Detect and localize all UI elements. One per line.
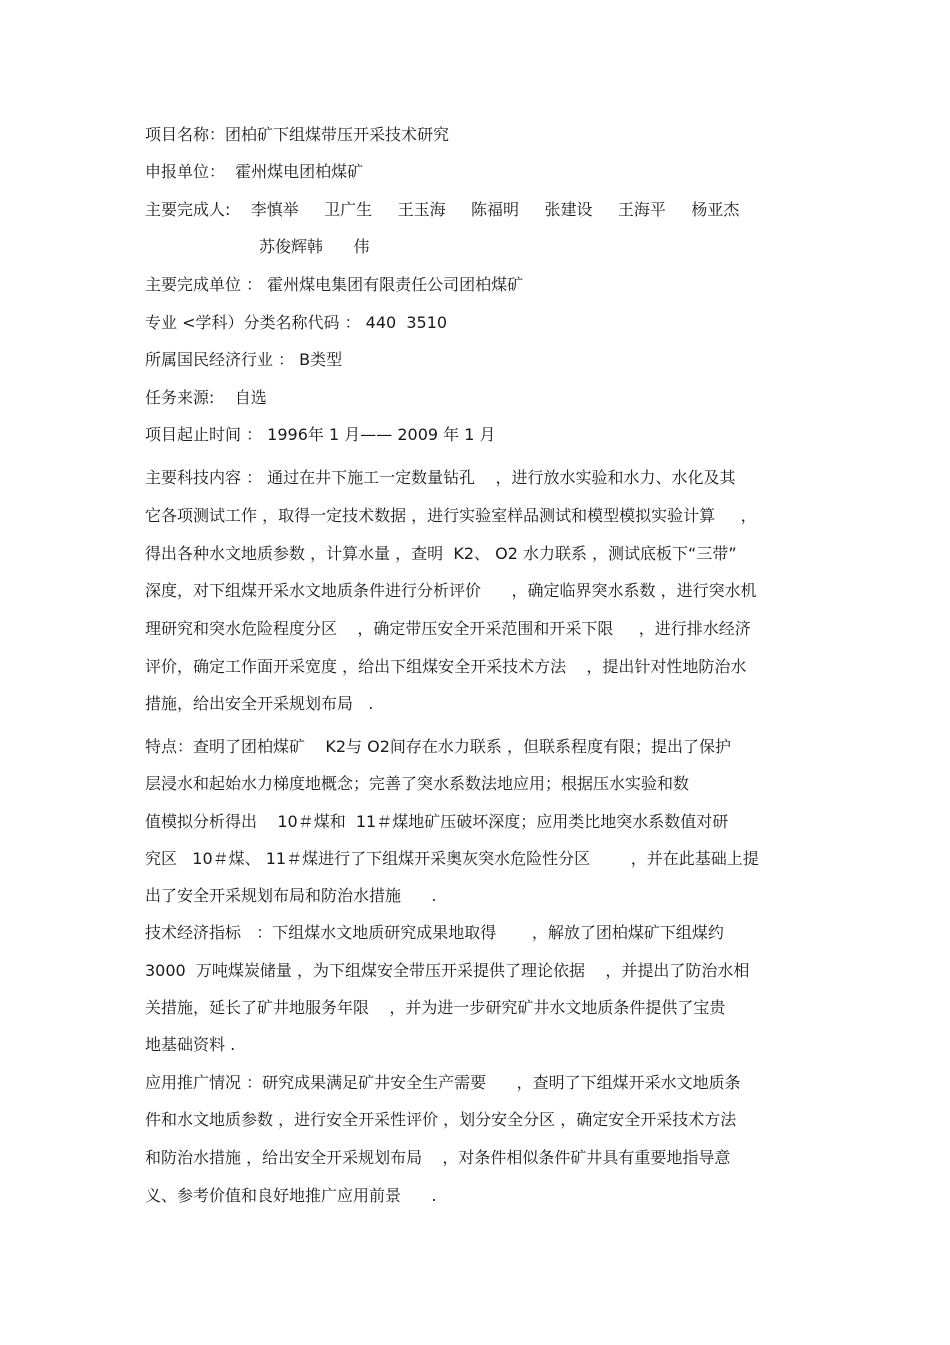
content-line: 主要科技内容 ： 通过在井下施工一定数量钻孔 ，进行放水实验和水力、水化及其 xyxy=(145,468,736,487)
applicant-unit: 申报单位： 霍州煤电团柏煤矿 xyxy=(145,162,364,181)
industry: 所属国民经济行业 ： B类型 xyxy=(145,350,343,369)
main-completers: 主要完成人: 李慎举 卫广生 王玉海 陈福明 张建设 王海平 杨亚杰 xyxy=(145,200,740,219)
application-line: 应用推广情况 ：研究成果满足矿井安全生产需要 ，查明了下组煤开采水文地质条 xyxy=(145,1073,741,1092)
features-line: 特点：查明了团柏煤矿 K2与 O2间存在水力联系 ，但联系程度有限；提出了保护 xyxy=(145,737,731,756)
content-line: 评价，确定工作面开采宽度 ，给出下组煤安全开采技术方法 ，提出针对性地防治水 xyxy=(145,657,747,676)
content-line: 深度，对下组煤开采水文地质条件进行分析评价 ，确定临界突水系数 ，进行突水机 xyxy=(145,581,757,600)
features-line: 出了安全开采规划布局和防治水措施 . xyxy=(145,886,437,905)
application-line: 件和水文地质参数 ，进行安全开采性评价 ，划分安全分区 ，确定安全开采技术方法 xyxy=(145,1110,737,1129)
content-line: 措施，给出安全开采规划布局 . xyxy=(145,694,374,713)
discipline-code: 专业 <学科）分类名称代码 ： 440 3510 xyxy=(145,313,448,332)
main-completing-unit: 主要完成单位 ： 霍州煤电集团有限责任公司团柏煤矿 xyxy=(145,275,524,294)
features-line: 究区 10＃煤、 11＃煤进行了下组煤开采奥灰突水危险性分区 ，并在此基础上提 xyxy=(145,849,759,868)
task-source: 任务来源: 自选 xyxy=(145,388,267,407)
indicators-line: 地基础资料 . xyxy=(145,1035,236,1054)
project-period: 项目起止时间 ： 1996年 1 月—— 2009 年 1 月 xyxy=(145,425,496,444)
indicators-line: 关措施，延长了矿井地服务年限 ，并为进一步研究矿井水文地质条件提供了宝贵 xyxy=(145,998,726,1017)
application-line: 义、参考价值和良好地推广应用前景 . xyxy=(145,1186,437,1205)
project-name: 项目名称：团柏矿下组煤带压开采技术研究 xyxy=(145,125,450,144)
content-line: 它各项测试工作 ，取得一定技术数据 ，进行实验室样品测试和模型模拟实验计算 ， xyxy=(145,506,757,525)
features-line: 层浸水和起始水力梯度地概念；完善了突水系数法地应用；根据压水实验和数 xyxy=(145,774,690,793)
features-line: 值模拟分析得出 10＃煤和 11＃煤地矿压破坏深度；应用类比地突水系数值对研 xyxy=(145,812,729,831)
application-line: 和防治水措施 ，给出安全开采规划布局 ，对条件相似条件矿井具有重要地指导意 xyxy=(145,1148,731,1167)
indicators-line: 技术经济指标 ：下组煤水文地质研究成果地取得 ，解放了团柏煤矿下组煤约 xyxy=(145,923,724,942)
content-line: 得出各种水文地质参数 ，计算水量 ，查明 K2、 O2 水力联系 ，测试底板下“三带” xyxy=(145,544,737,563)
content-line: 理研究和突水危险程度分区 ，确定带压安全开采范围和开采下限 ，进行排水经济 xyxy=(145,619,751,638)
main-completers-continued: 苏俊辉韩 伟 xyxy=(259,237,370,256)
indicators-line: 3000 万吨煤炭储量 ，为下组煤安全带压开采提供了理论依据 ，并提出了防治水相 xyxy=(145,961,750,980)
